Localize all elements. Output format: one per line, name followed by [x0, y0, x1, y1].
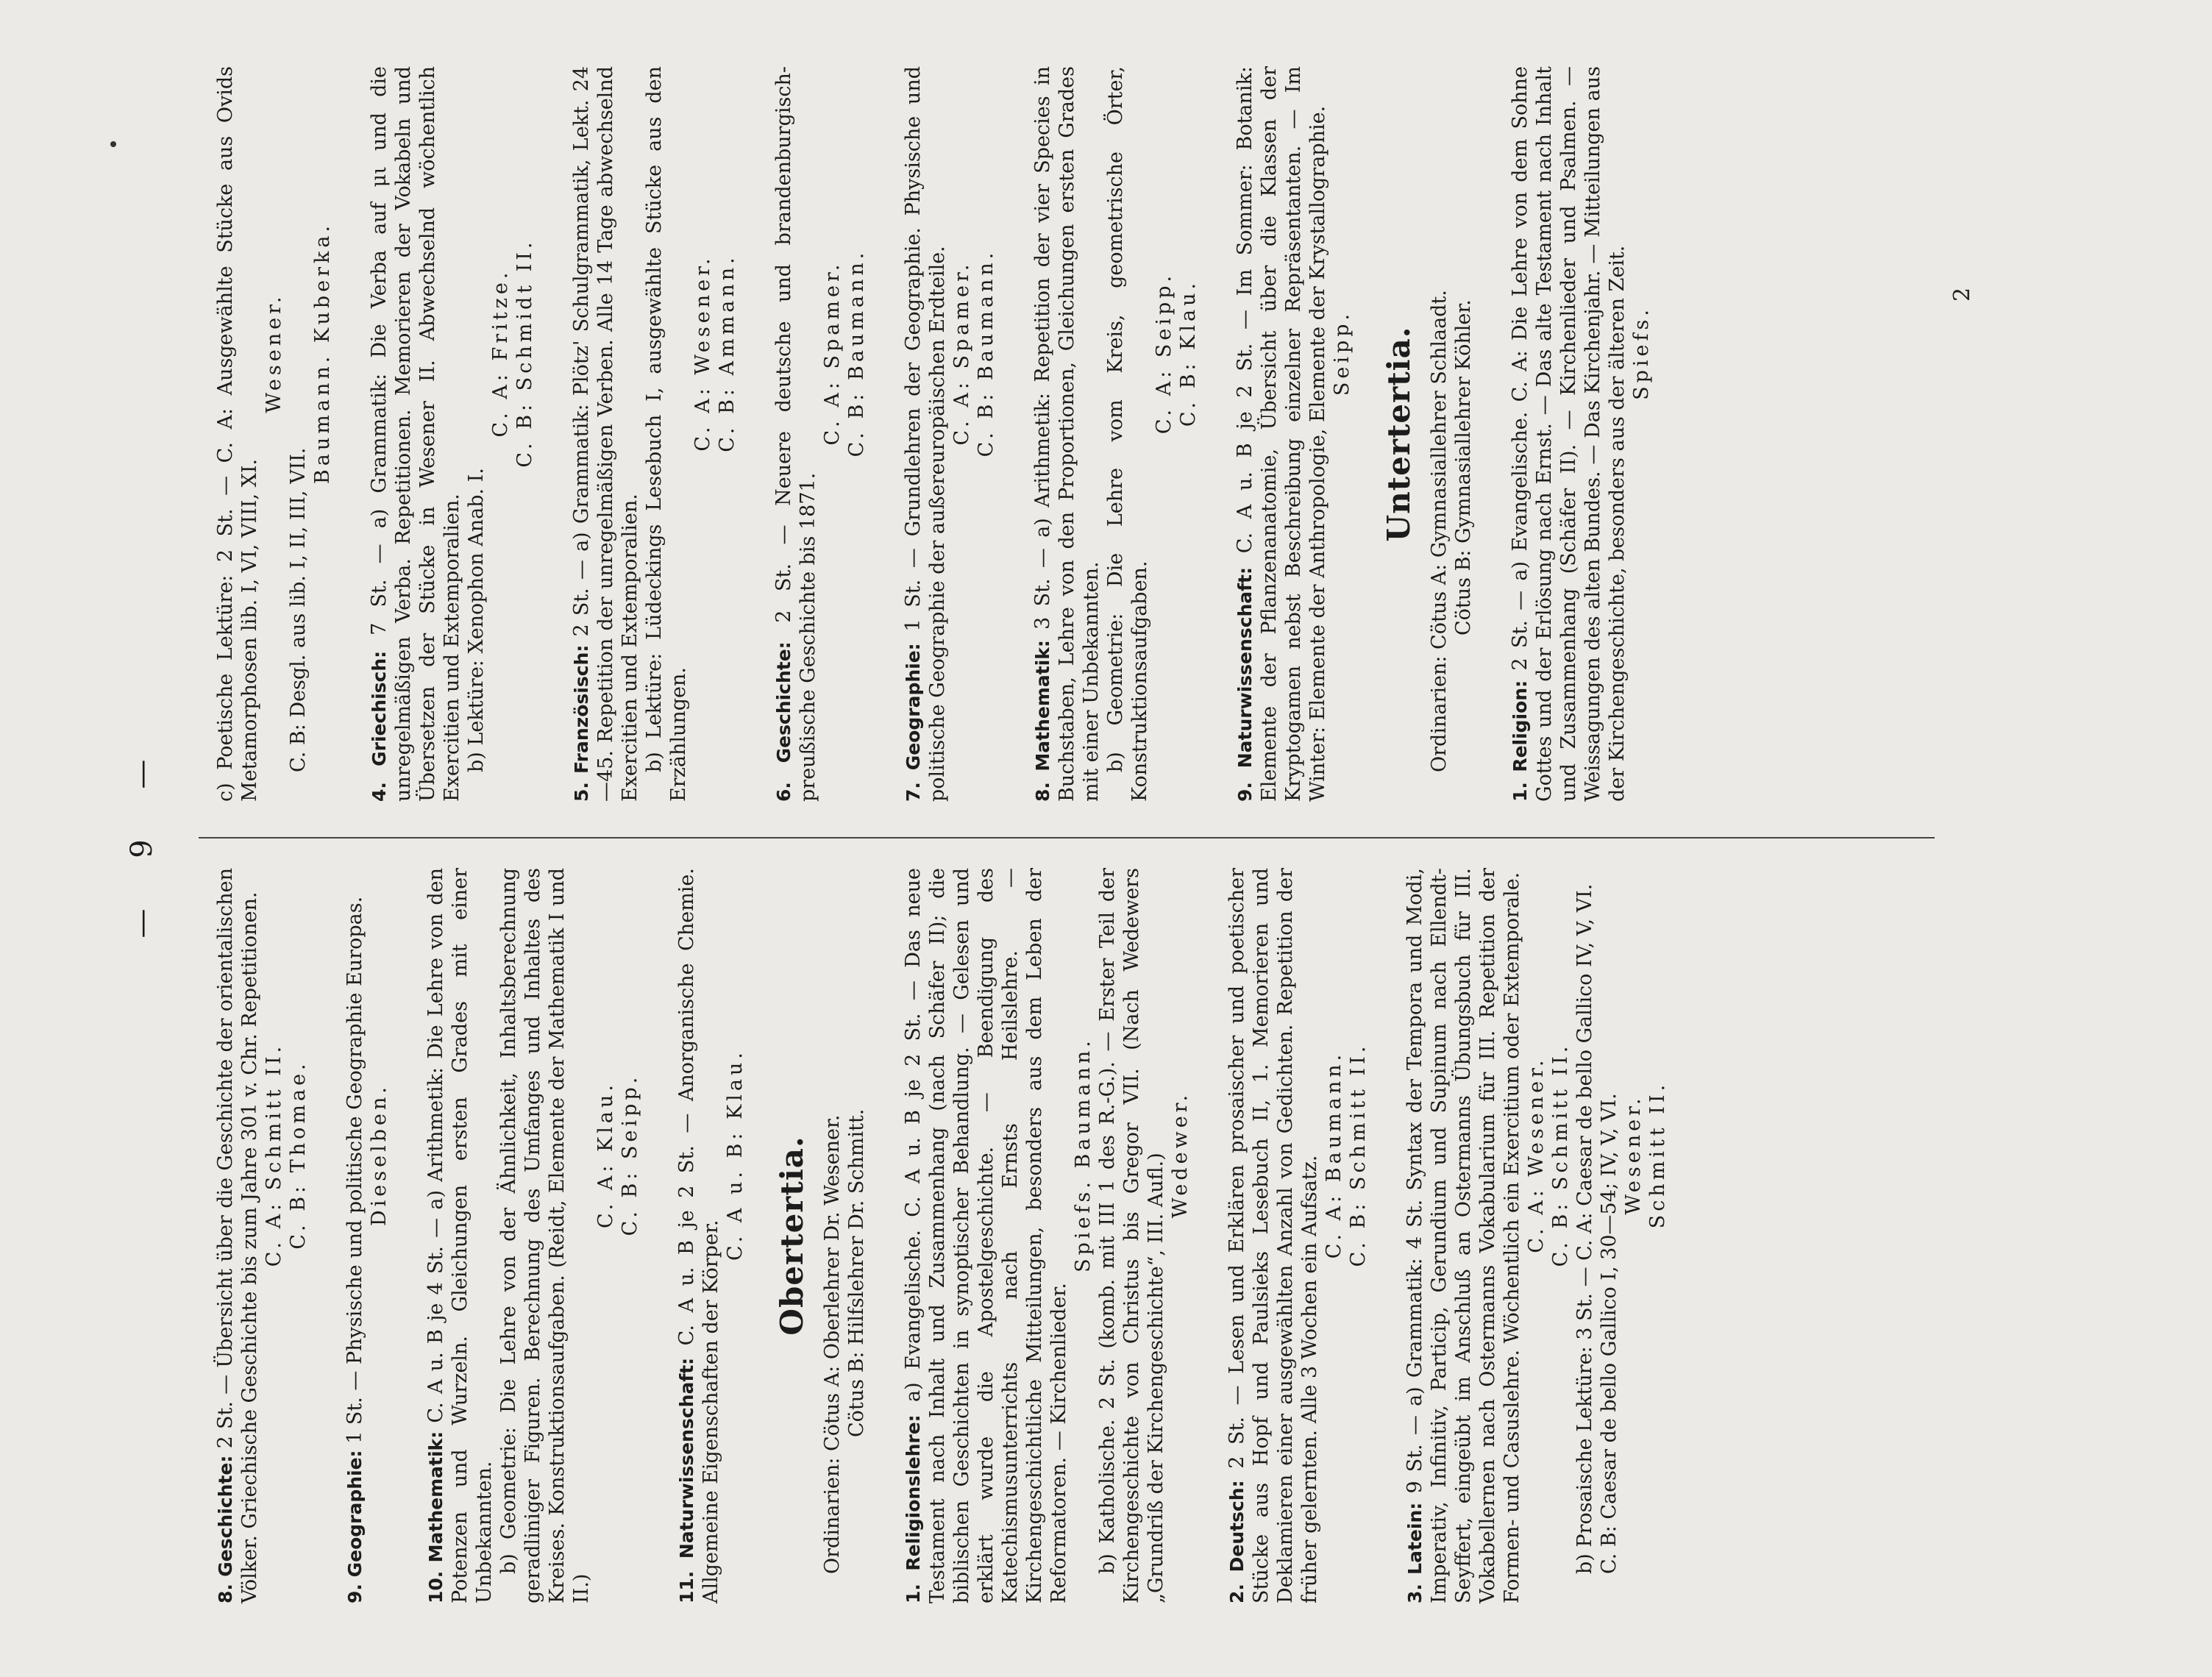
subject-text: c) Poetische Lektüre: 2 St. — C. A: Ausgewählte Stücke aus Ovids Metamorphosen lib. I, VI, VIII, XI.: [214, 66, 261, 802]
subject-entry: [901, 868, 1192, 1603]
teacher-name: C. B: Schmidt II.: [513, 238, 536, 468]
teacher-name: C. B: Seipp.: [619, 1073, 641, 1236]
subject-label: 4. Griechisch:: [369, 650, 390, 802]
subject-entry: [569, 66, 739, 802]
subject-label: 1. Religion:: [1509, 680, 1531, 802]
subject-text: 1 St. — Grundlehren der Geographie. Physische und politische Geographie der außereuropäischen Erdteile.: [902, 66, 949, 802]
teacher-name: C. B: Baumann.: [975, 249, 997, 457]
teacher-name: C. B: Baumann.: [845, 249, 868, 457]
teacher-name: Spiefs. Baumann.: [1072, 1037, 1095, 1272]
teacher-name: C. B: Thomae.: [287, 1060, 310, 1250]
subject-entry: [367, 66, 537, 802]
subject-label: 9. Naturwissenschaft:: [1234, 566, 1256, 802]
subject-text: a) Evangelische. C. A u. B je 2 St. — Das neue Testament nach Inhalt und Zusammenhang (nach Schäfer II); die biblischen Geschichten in synoptischer Behandlung. — Gelesen und erklärt wurde die Apostelgeschichte. — Beendigung des Katechismusunterrichts nach Ernsts Heilslehre. — Kirchengeschichtliche Mitteilungen, besonders aus dem Leben der Reformatoren. — Kirchenlieder.: [902, 868, 1070, 1603]
subject-label: 10. Mathematik:: [425, 1431, 447, 1603]
teacher-name: C. A u. B: Klau.: [724, 1049, 747, 1261]
right-column: [213, 66, 1686, 802]
teacher-name: C. B: Klau.: [1177, 279, 1200, 427]
subject-text: 9 St. — a) Grammatik: 4 St. Syntax der Tempora und Modi, Imperativ, Infinitiv, Particip, Gerundium und Supinum nach Ellendt-Seyffert, eingeübt im Anschluß an Ostermanns Übungsbuch für III. Vokabellernen nach Ostermanns Vokabularium für III. Repetition der Formen- und Casuslehre. Wöchentlich ein Exercitium oder Extemporale.: [1404, 868, 1523, 1603]
teacher-name: C. B: Schmitt II.: [1347, 1042, 1370, 1267]
subject-subtext: b) Lektüre: Lüdeckings Lesebuch I, ausgewählte Stücke aus den Erzählungen.: [643, 66, 690, 802]
subject-text: 2 St. — Lesen und Erklären prosaischer und poetischer Stücke aus Hopf und Paulsieks Lesebuch II, 1. Memorieren und Deklamieren einer ausgewählten Anzahl von Gedichten. Repetition der früher gelernten. Alle 3 Wochen ein Aufsatz.: [1226, 868, 1321, 1603]
ordinarien-untertertia: [1427, 66, 1476, 802]
teacher-name: C. A: Seipp.: [1153, 271, 1176, 435]
subject-label: 6. Geschichte:: [773, 641, 794, 802]
teacher-name: Wesener.: [263, 293, 285, 413]
section-title-untertertia: Untertertia.: [1381, 326, 1417, 542]
subject-entry: [424, 868, 642, 1603]
teacher-name: C. A: Spamer.: [821, 260, 844, 446]
ordinarien-line1: Cötus A: Gymnasiallehrer Schlaadt.: [1428, 290, 1451, 649]
subject-text: 2 St. — Neuere deutsche und brandenburgisch-preußische Geschichte bis 1871.: [772, 66, 819, 802]
teacher-name: C. B: Ammann.: [716, 254, 739, 452]
subject-subtext: b) Geometrie: Die Lehre vom Kreis, geometrische Örter, Konstruktionsaufgaben.: [1104, 66, 1151, 802]
subject-subtext: b) Katholische. 2 St. (komb. mit III 1 des R.-G.). — Erster Teil der Kirchengeschichte von Christus bis Gregor VII. (Nach Wedewers „Grundriß der Kirchengeschichte“, III. Aufl.): [1096, 868, 1167, 1603]
subject-entry: [1403, 868, 1670, 1603]
subject-entry: [343, 868, 391, 1603]
teacher-name: C. A: Wesener.: [691, 254, 714, 452]
teacher-name: Seipp.: [1331, 310, 1354, 396]
subject-label: 7. Geographie:: [903, 643, 924, 802]
teacher-name: C. A: Spamer.: [950, 260, 973, 446]
subject-text: 3 St. — a) Arithmetik: Repetition der vier Species in Buchstaben, Lehre von den Proportionen, Gleichungen ersten Grades mit einer Unbekannten.: [1031, 66, 1103, 802]
ordinarien-prefix: Ordinarien:: [1428, 655, 1451, 772]
teacher-name: C. A: Baumann.: [1323, 1050, 1345, 1259]
subject-label: 8. Geschichte:: [215, 1455, 236, 1603]
subject-entry: [772, 66, 869, 802]
subject-entry: [1233, 66, 1354, 802]
subject-label: 11. Naturwissenschaft:: [676, 1357, 697, 1603]
section-title-obertertia: Obertertia.: [774, 1136, 810, 1336]
subject-subtext: C. B: Caesar de bello Gallico I, 30—54; IV, V, VI.: [1598, 1093, 1621, 1574]
teacher-name: C. A: Fritze.: [489, 268, 512, 438]
column-divider: [199, 837, 1935, 838]
subject-label: 9. Geographie:: [344, 1450, 366, 1603]
subject-entry: [213, 868, 310, 1603]
subject-text: C. A u. B je 2 St. — Im Sommer: Botanik: Elemente der Pflanzenanatomie, Übersicht über die Klassen der Kryptogamen nebst Beschreibung einzelner Repräsentanten. — Im Winter: Elemente der Anthropologie, Elemente der Krystallographie.: [1234, 66, 1329, 802]
subject-entry: [1031, 66, 1201, 802]
subject-text: 7 St. — a) Grammatik: Die Verba auf μι und die unregelmäßigen Verba. Repetitionen. Memorieren der Vokabeln und Übersetzen der Stücke in Wesener II. Abwechselnd wöchentlich Exercitien und Extemporalien.: [368, 66, 463, 802]
page-number: — 9 —: [125, 738, 159, 939]
subject-text: 2 St. — Übersicht über die Geschichte der orientalischen Völker. Griechische Geschichte bis zum Jahre 301 v. Chr. Repetitionen.: [214, 868, 261, 1603]
subject-label: 3. Latein:: [1404, 1502, 1426, 1603]
teacher-name: C. A: Schmitt II.: [263, 1042, 285, 1267]
subject-subtext: b) Prosaische Lektüre: 3 St. — C. A: Caesar de bello Gallico IV, V, VI.: [1573, 883, 1596, 1574]
subject-entry: [1508, 66, 1654, 802]
subject-entry: [901, 66, 998, 802]
subject-entry: [213, 66, 335, 802]
ordinarien-obertertia: [820, 868, 869, 1603]
teacher-name: C. A: Klau.: [594, 1081, 617, 1228]
teacher-name: Baumann. Kuberka.: [311, 221, 334, 485]
subject-subtext: b) Geometrie: Die Lehre von der Ähnlichkeit, Inhaltsberechnung geradliniger Figuren. Berechnung des Umfanges und Inhaltes des Kreises. Konstruktionsaufgaben. (Reidt, Elemente der Mathematik I und II.): [497, 868, 593, 1603]
ordinarien-prefix: Ordinarien:: [821, 1457, 844, 1574]
sheet-signature: 2: [1949, 287, 1975, 302]
ordinarien-line2: Cötus B: Gymnasiallehrer Köhler.: [1452, 299, 1475, 635]
teacher-name: Dieselben.: [368, 1083, 391, 1226]
teacher-name: Schmitt II.: [1646, 1080, 1669, 1229]
ordinarien-line2: Cötus B: Hilfslehrer Dr. Schmitt.: [845, 1108, 868, 1437]
subject-entry: [675, 868, 747, 1603]
subject-text: C. A u. B je 4 St. — a) Arithmetik: Die Lehre von den Potenzen und Wurzeln. Gleichungen ersten Grades mit einer Unbekannten.: [424, 868, 496, 1603]
subject-label: 5. Französisch:: [571, 644, 592, 802]
teacher-name: Wesener.: [1622, 1094, 1645, 1215]
subject-subtext: C. B: Desgl. aus lib. I, II, III, VII.: [287, 447, 310, 772]
teacher-name: Wedewer.: [1169, 1091, 1192, 1219]
subject-subtext: b) Lektüre: Xenophon Anab. I.: [465, 468, 488, 772]
subject-label: 2. Deutsch:: [1226, 1480, 1248, 1603]
subject-text: 2 St. — a) Evangelische. C. A: Die Lehre von dem Sohne Gottes und der Erlösung nach Ernst. — Das alte Testament nach Inhalt und Zusammenhang (Schäfer II). — Kirchenlieder und Psalmen. — Weissagungen des alten Bundes. — Das Kirchenjahr. — Mitteilungen aus der Kirchengeschichte, besonders aus der älteren Zeit.: [1509, 66, 1629, 802]
left-column: [213, 868, 1702, 1603]
subject-text: C. A u. B je 2 St. — Anorganische Chemie. Allgemeine Eigenschaften der Körper.: [675, 868, 722, 1603]
teacher-name: C. B: Schmitt II.: [1549, 1042, 1572, 1267]
teacher-name: C. A: Wesener.: [1525, 1056, 1548, 1253]
ordinarien-line1: Cötus A: Oberlehrer Dr. Wesener.: [821, 1114, 844, 1451]
teacher-name: Spiefs.: [1630, 306, 1653, 400]
subject-label: 1. Religionslehre:: [903, 1414, 924, 1603]
subject-text: 1 St. — Physische und politische Geographie Europas.: [344, 896, 366, 1444]
ink-speck: [110, 141, 116, 147]
subject-entry: [1225, 868, 1370, 1603]
subject-text: 2 St. — a) Grammatik: Plötz' Schulgrammatik, Lekt. 24—45. Repetition der unregelmäßigen Verben. Alle 14 Tage abwechselnd Exercitien und Extemporalien.: [570, 66, 641, 802]
subject-label: 8. Mathematik:: [1032, 640, 1053, 802]
